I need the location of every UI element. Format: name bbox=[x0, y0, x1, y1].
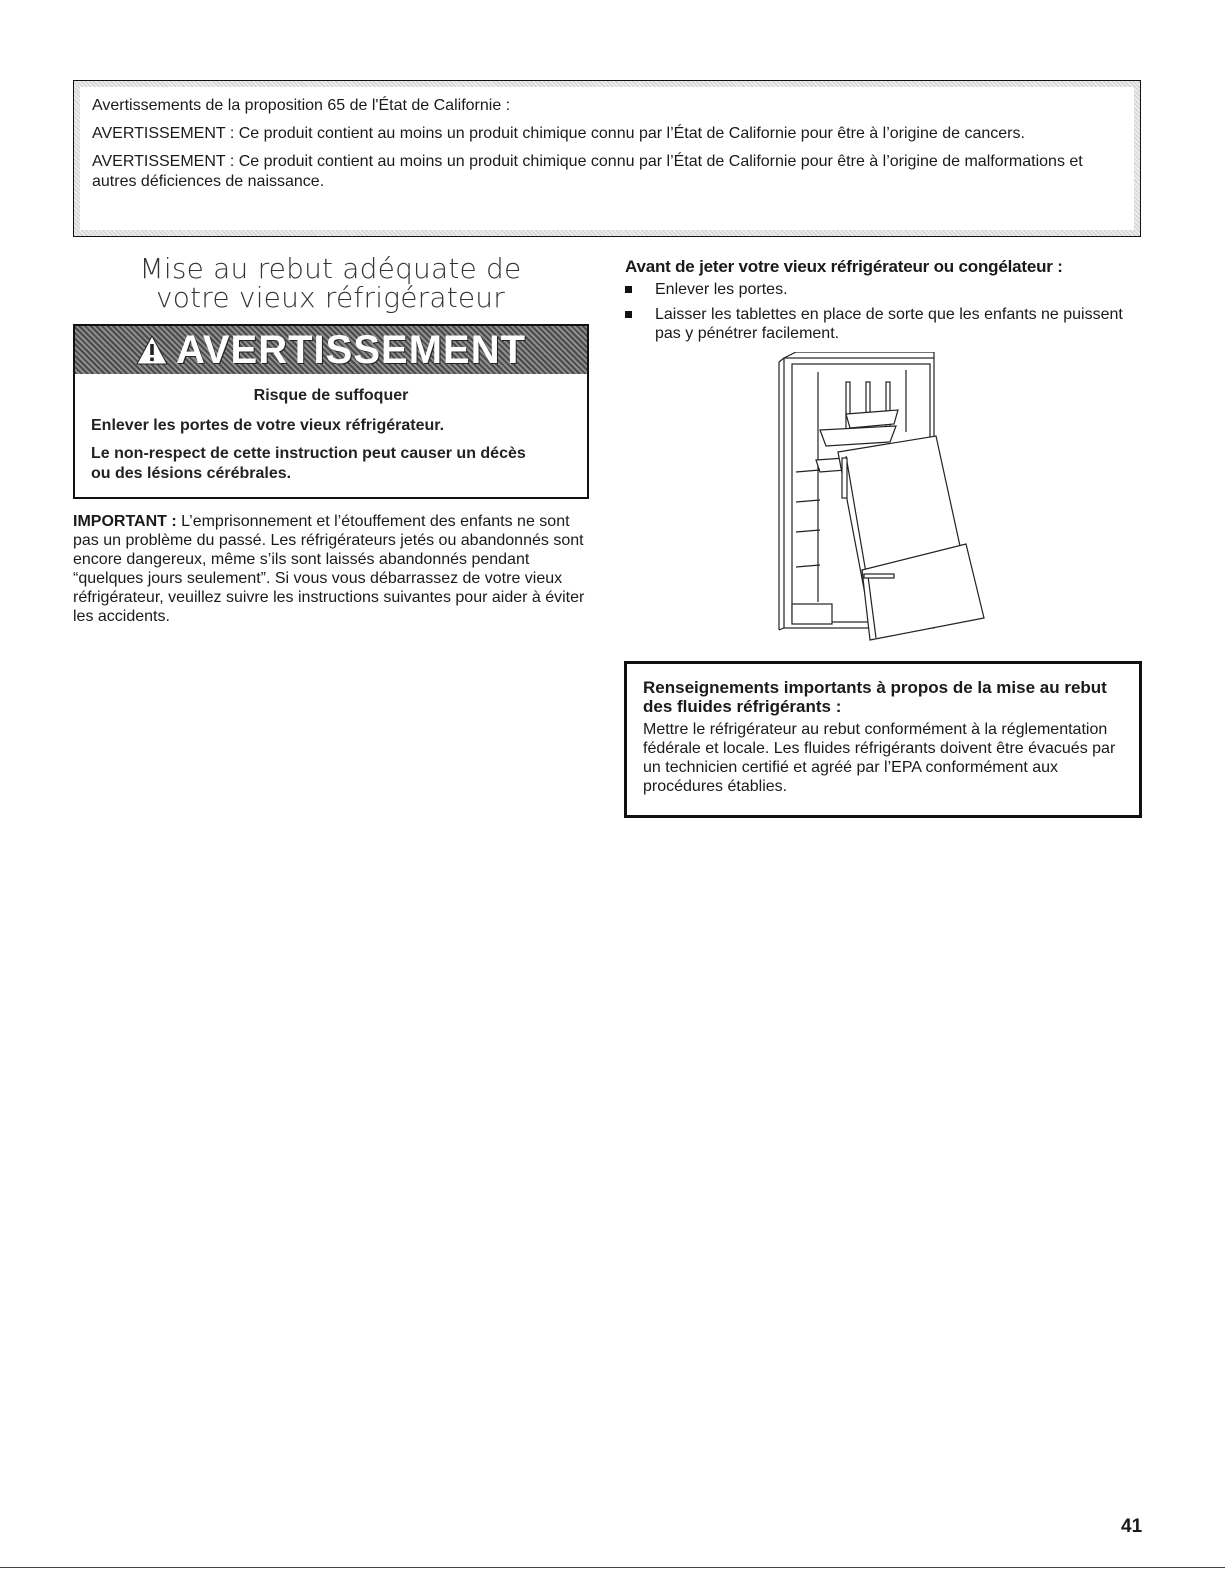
prop65-warning-box bbox=[73, 80, 1141, 237]
refrigerant-info-box bbox=[624, 661, 1142, 818]
refrigerant-text: Mettre le réfrigérateur au rebut conformément à la réglementation fédérale et locale. Les fluides réfrigérants doivent être évacués par un technicien certifié et agréé par l’EPA conformément aux procédures établies. bbox=[643, 721, 1116, 795]
suffocation-warning-box bbox=[73, 324, 589, 499]
prop65-heading: Avertissements de la proposition 65 de l'État de Californie : bbox=[92, 97, 511, 114]
warning-header-label: AVERTISSEMENT bbox=[175, 327, 527, 372]
important-label: IMPORTANT : bbox=[73, 513, 177, 530]
warning-body bbox=[75, 374, 587, 497]
bullet-square-icon bbox=[625, 286, 632, 293]
warning-risk: Risque de suffoquer bbox=[253, 387, 409, 404]
refrigerant-heading: Renseignements importants à propos de la mise au rebut des fluides réfrigérants : bbox=[643, 678, 1107, 716]
refrigerator-doors-removed-illustration bbox=[776, 352, 998, 646]
list-item-text: Laisser les tablettes en place de sorte que les enfants ne puissent pas y pénétrer facilement. bbox=[655, 306, 1123, 342]
warning-instruction: Enlever les portes de votre vieux réfrigérateur. bbox=[91, 417, 445, 434]
section-title-line2: votre vieux réfrigérateur bbox=[156, 281, 505, 314]
bullet-square-icon bbox=[625, 311, 632, 318]
prop65-content bbox=[80, 87, 1134, 230]
before-disposal-list bbox=[625, 280, 1145, 349]
warning-consequence: Le non-respect de cette instruction peut causer un décès ou des lésions cérébrales. bbox=[91, 445, 526, 482]
prop65-warning-cancer: AVERTISSEMENT : Ce produit contient au moins un produit chimique connu par l’État de Californie pour être à l’origine de cancers. bbox=[92, 125, 1025, 142]
section-title bbox=[73, 254, 588, 312]
before-disposal-heading: Avant de jeter votre vieux réfrigérateur ou congélateur : bbox=[625, 257, 1063, 276]
warning-triangle-icon bbox=[136, 335, 168, 365]
list-item-text: Enlever les portes. bbox=[655, 281, 788, 298]
section-title-line1: Mise au rebut adéquate de bbox=[139, 252, 522, 285]
prop65-warning-birth-defects: AVERTISSEMENT : Ce produit contient au moins un produit chimique connu par l’État de Californie pour être à l’origine de malformations et autres déficiences de naissance. bbox=[92, 153, 1083, 190]
important-text: L’emprisonnement et l’étouffement des enfants ne sont pas un problème du passé. Les réfrigérateurs jetés ou abandonnés sont encore dangereux, même s’ils sont laissés abandonnés pendant “quelques jours seulement”. Si vous vous débarrassez de votre vieux réfrigérateur, veuillez suivre les instructions suivantes pour aider à éviter les accidents. bbox=[73, 513, 585, 625]
list-item bbox=[625, 280, 1145, 299]
important-paragraph bbox=[73, 512, 589, 626]
page-number: 41 bbox=[1121, 1516, 1143, 1537]
warning-header bbox=[75, 326, 587, 374]
list-item bbox=[625, 305, 1145, 343]
bottom-rule bbox=[0, 1567, 1225, 1568]
